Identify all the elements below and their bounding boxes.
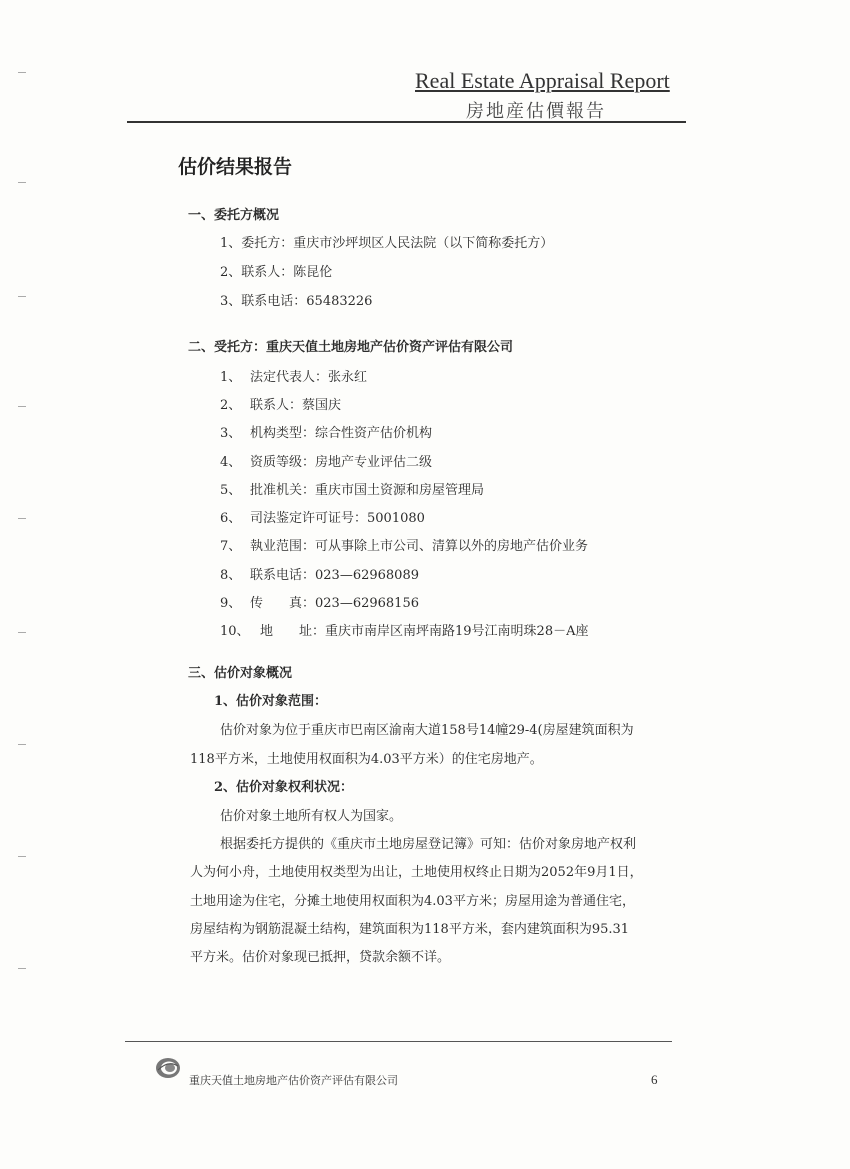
header-title-cn: 房地産估價報告 — [466, 101, 606, 122]
section2-item — [220, 535, 588, 554]
section3-sub1-heading: 1、估价对象范围： — [214, 694, 328, 709]
paragraph-line: 118平方米，土地使用权面积为4.03平方米）的住宅房地产。 — [190, 752, 543, 767]
section1-item: 2、联系人：陈昆伦 — [220, 265, 333, 280]
item-number: 5、 — [220, 483, 242, 498]
item-number: 9、 — [220, 596, 242, 611]
page-title: 估价结果报告 — [178, 156, 293, 178]
binder-mark — [18, 72, 26, 73]
paragraph-line: 平方米。估价对象现已抵押，贷款余额不详。 — [190, 950, 451, 965]
section2-item — [220, 451, 432, 470]
item-text: 传 真：023—62968156 — [250, 596, 419, 611]
section2-item — [220, 592, 419, 611]
binder-mark — [18, 744, 26, 745]
item-number: 2、 — [220, 398, 242, 413]
header-divider — [127, 121, 686, 123]
section2-item — [220, 479, 484, 498]
item-text: 机构类型：综合性资产估价机构 — [250, 426, 433, 441]
paragraph-line: 根据委托方提供的《重庆市土地房屋登记簿》可知：估价对象房地产权利 — [220, 837, 637, 852]
paragraph-line: 房屋结构为钢筋混凝土结构，建筑面积为118平方米，套内建筑面积为95.31 — [190, 922, 630, 937]
section2-item — [220, 620, 588, 639]
paragraph-line: 土地用途为住宅，分摊土地使用权面积为4.03平方米；房屋用途为普通住宅， — [190, 894, 635, 909]
section3-heading: 三、估价对象概况 — [188, 666, 293, 681]
item-text: 资质等级：房地产专业评估二级 — [250, 455, 433, 470]
binder-mark — [18, 182, 26, 183]
item-number: 10、 — [220, 624, 250, 639]
section2-item — [220, 564, 419, 583]
binder-mark — [18, 632, 26, 633]
item-text: 地 址：重庆市南岸区南坪南路19号江南明珠28－A座 — [260, 624, 589, 639]
header-title-en: Real Estate Appraisal Report — [415, 68, 670, 93]
item-text: 執业范围：可从事除上市公司、清算以外的房地产估价业务 — [250, 539, 589, 554]
paragraph-line: 估价对象土地所有权人为国家。 — [220, 809, 403, 824]
item-text: 联系电话：023—62968089 — [250, 568, 419, 583]
item-number: 6、 — [220, 511, 242, 526]
item-text: 司法鉴定许可证号：5001080 — [250, 511, 425, 526]
binder-mark — [18, 296, 26, 297]
section2-item — [220, 507, 425, 526]
item-number: 3、 — [220, 426, 242, 441]
section1-item: 1、委托方：重庆市沙坪坝区人民法院（以下简称委托方） — [220, 236, 554, 251]
section2-item — [220, 366, 367, 385]
company-logo-icon — [155, 1057, 181, 1079]
section1-item: 3、联系电话：65483226 — [220, 294, 373, 309]
item-number: 1、 — [220, 370, 242, 385]
footer-company: 重庆天值土地房地产估价资产评估有限公司 — [189, 1074, 398, 1087]
item-text: 批准机关：重庆市国土资源和房屋管理局 — [250, 483, 485, 498]
paragraph-line: 人为何小舟，土地使用权类型为出让，土地使用权终止日期为2052年9月1日， — [190, 865, 643, 880]
paragraph-line: 估价对象为位于重庆市巴南区渝南大道158号14幢29-4(房屋建筑面积为 — [220, 723, 634, 738]
section2-item — [220, 422, 432, 441]
item-number: 4、 — [220, 455, 242, 470]
section1-heading: 一、委托方概况 — [188, 208, 280, 223]
section2-item — [220, 394, 341, 413]
item-text: 法定代表人：张永红 — [250, 370, 368, 385]
item-number: 8、 — [220, 568, 242, 583]
binder-mark — [18, 968, 26, 969]
page-number: 6 — [651, 1072, 658, 1087]
item-text: 联系人：蔡国庆 — [250, 398, 342, 413]
section3-sub2-heading: 2、估价对象权利状况： — [214, 780, 354, 795]
binder-mark — [18, 406, 26, 407]
section2-heading: 二、受托方：重庆天值土地房地产估价资产评估有限公司 — [188, 340, 514, 355]
item-number: 7、 — [220, 539, 242, 554]
binder-mark — [18, 518, 26, 519]
binder-mark — [18, 856, 26, 857]
footer-divider — [125, 1041, 672, 1042]
